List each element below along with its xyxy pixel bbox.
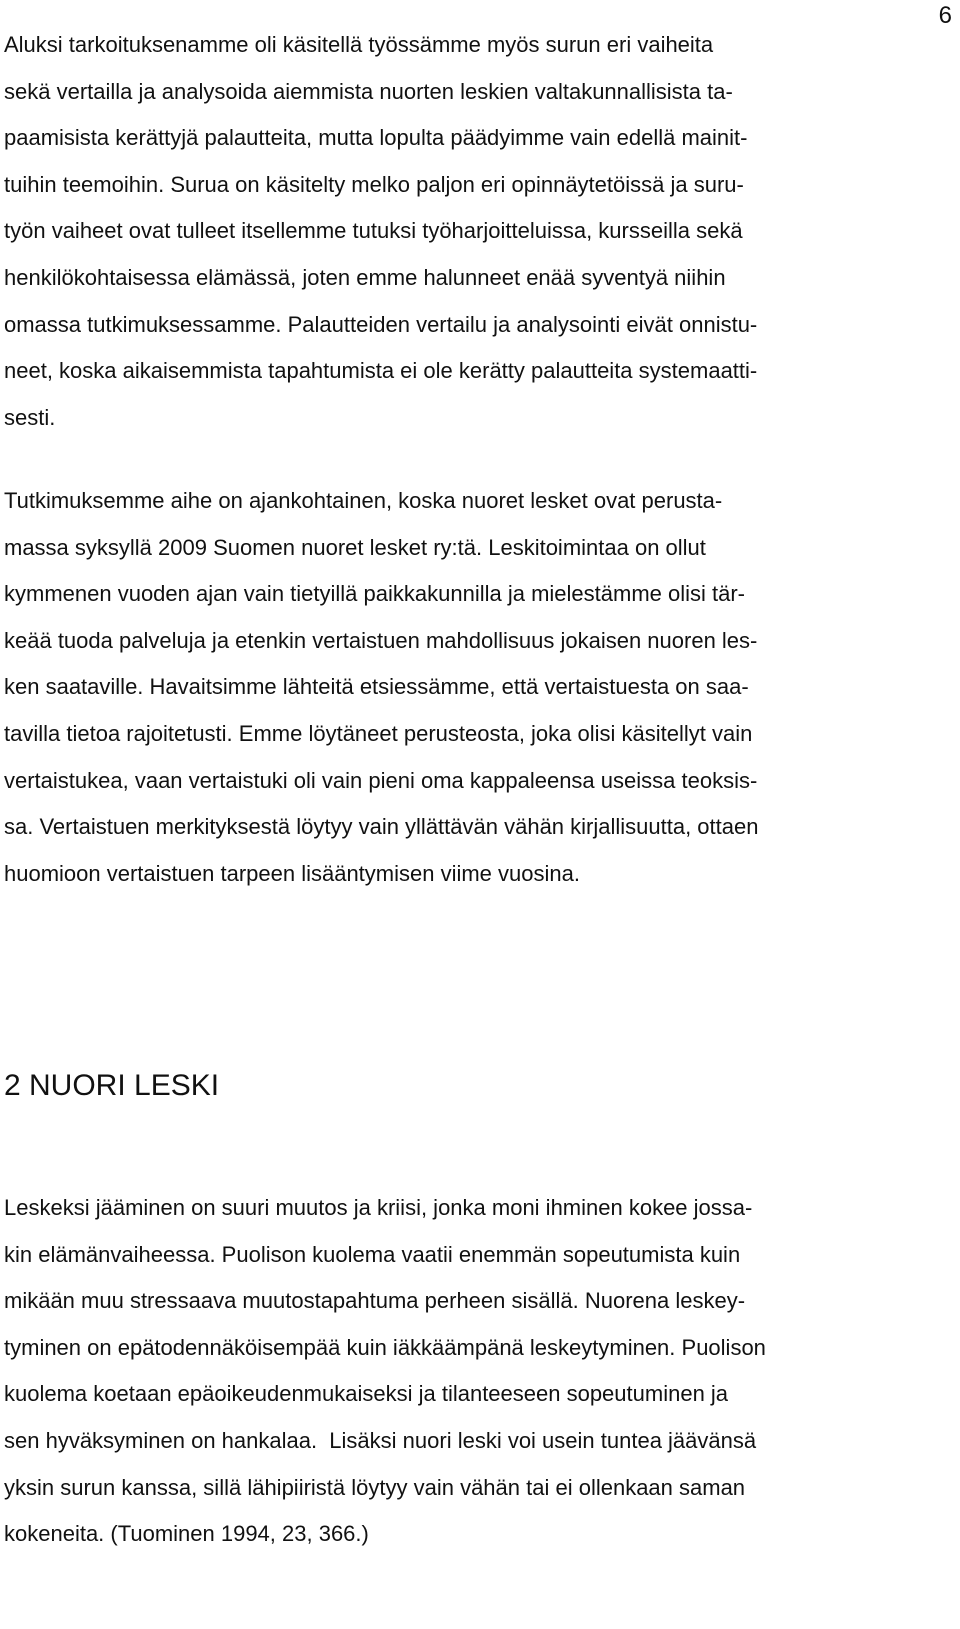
text-line: paamisista kerättyjä palautteita, mutta lopulta päädyimme vain edellä mainit-	[4, 125, 748, 151]
text-line: huomioon vertaistuen tarpeen lisääntymisen viime vuosina.	[4, 860, 580, 886]
section-heading: 2 NUORI LESKI	[4, 1069, 220, 1102]
text-line: Tutkimuksemme aihe on ajankohtainen, koska nuoret lesket ovat perusta-	[4, 488, 723, 513]
text-line: tyminen on epätodennäköisempää kuin iäkkäämpänä leskeytyminen. Puolison	[4, 1334, 766, 1360]
text-line: kymmenen vuoden ajan vain tietyillä paikkakunnilla ja mielestämme olisi tär-	[4, 581, 746, 607]
text-line: sekä vertailla ja analysoida aiemmista nuorten leskien valtakunnallisista ta-	[4, 78, 733, 104]
paragraph-topicality	[4, 478, 924, 897]
text-line: sa. Vertaistuen merkityksestä löytyy vain yllättävän vähän kirjallisuutta, ottaen	[4, 814, 759, 840]
text-line: sen hyväksyminen on hankalaa. Lisäksi nuori leski voi usein tuntea jäävänsä	[4, 1427, 757, 1453]
text-line: keää tuoda palveluja ja etenkin vertaistuen mahdollisuus jokaisen nuoren les-	[4, 627, 758, 653]
text-line: ken saataville. Havaitsimme lähteitä etsiessämme, että vertaistuesta on saa-	[4, 674, 749, 700]
text-line: massa syksyllä 2009 Suomen nuoret lesket ry:tä. Leskitoimintaa on ollut	[4, 534, 706, 560]
text-line: työn vaiheet ovat tulleet itsellemme tutuksi työharjoitteluissa, kursseilla sekä	[4, 218, 743, 244]
text-line: Leskeksi jääminen on suuri muutos ja kriisi, jonka moni ihminen kokee jossa-	[4, 1195, 753, 1220]
text-line: tavilla tietoa rajoitetusti. Emme löytäneet perusteosta, joka olisi käsitellyt vain	[4, 720, 753, 746]
text-line: kin elämänvaiheessa. Puolison kuolema vaatii enemmän sopeutumista kuin	[4, 1241, 741, 1267]
paragraph-intro-scope	[4, 22, 924, 441]
text-line: kokeneita. (Tuominen 1994, 23, 366.)	[4, 1521, 369, 1547]
text-line: sesti.	[4, 404, 56, 430]
text-line: henkilökohtaisessa elämässä, joten emme halunneet enää syventyä niihin	[4, 264, 726, 290]
text-line: Aluksi tarkoituksenamme oli käsitellä työssämme myös surun eri vaiheita	[4, 32, 714, 57]
text-line: omassa tutkimuksessamme. Palautteiden vertailu ja analysointi eivät onnistu-	[4, 311, 758, 337]
paragraph-young-widow	[4, 1185, 924, 1558]
text-line: vertaistukea, vaan vertaistuki oli vain pieni oma kappaleensa useissa teoksis-	[4, 767, 758, 793]
page-number: 6	[938, 2, 952, 29]
text-line: kuolema koetaan epäoikeudenmukaiseksi ja tilanteeseen sopeutuminen ja	[4, 1381, 729, 1407]
text-line: yksin surun kanssa, sillä lähipiiristä löytyy vain vähän tai ei ollenkaan saman	[4, 1474, 746, 1500]
text-line: mikään muu stressaava muutostapahtuma perheen sisällä. Nuorena leskey-	[4, 1288, 746, 1314]
text-line: neet, koska aikaisemmista tapahtumista ei ole kerätty palautteita systemaatti-	[4, 358, 758, 384]
text-line: tuihin teemoihin. Surua on käsitelty melko paljon eri opinnäytetöissä ja suru-	[4, 171, 744, 197]
